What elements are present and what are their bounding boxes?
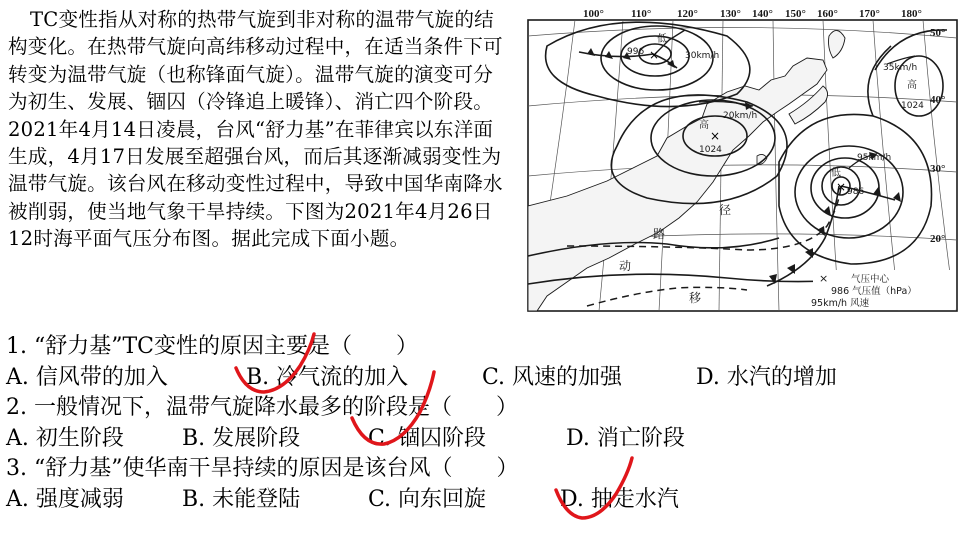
question-list <box>6 332 956 515</box>
option-c: C. 锢囚阶段 <box>368 425 487 451</box>
legend-speed-label: 95km/h 风速 <box>811 298 870 309</box>
legend-center-label: 气压中心 <box>851 274 890 285</box>
path-label: 移 <box>689 291 702 305</box>
option-b: B. 发展阶段 <box>182 425 301 451</box>
question-3-options <box>6 485 956 516</box>
longitude-label: 100° <box>583 8 604 20</box>
pressure-center-icon: × <box>649 48 660 62</box>
legend-center-icon: × <box>819 272 829 285</box>
latitude-label: 50° <box>930 27 946 39</box>
path-label: 路 <box>653 227 666 241</box>
question-3-stem: 3. “舒力基”使华南干旱持续的原因是该台风（ ） <box>6 456 519 481</box>
speed-label: 95km/h <box>857 153 892 163</box>
option-c: C. 向东回旋 <box>368 486 487 512</box>
reading-passage <box>8 6 504 253</box>
latitude-label: 20° <box>930 233 946 245</box>
longitude-label: 160° <box>817 8 838 20</box>
option-b: B. 未能登陆 <box>182 486 301 512</box>
pressure-value: 1024 <box>901 101 924 111</box>
low-label: 低 <box>831 168 841 179</box>
high-label: 高 <box>907 80 917 91</box>
pressure-value: 996 <box>627 47 645 57</box>
question-1-stem: 1. “舒力基”TC变性的原因主要是（ ） <box>6 334 418 359</box>
option-b: B. 冷气流的加入 <box>246 364 409 390</box>
option-a: A. 信风带的加入 <box>6 364 168 390</box>
question-2-options <box>6 424 956 455</box>
path-label: 径 <box>719 203 732 217</box>
longitude-label: 130° <box>720 8 741 20</box>
sea-level-pressure-map <box>527 6 959 312</box>
longitude-label: 170° <box>859 8 880 20</box>
pressure-value: 986 <box>847 187 865 197</box>
latitude-label: 40° <box>930 94 946 106</box>
option-d: D. 消亡阶段 <box>566 425 685 451</box>
option-a: A. 强度减弱 <box>6 486 124 512</box>
latitude-label: 30° <box>930 163 946 175</box>
option-c: C. 风速的加强 <box>482 364 623 390</box>
pressure-value: 1024 <box>699 145 722 155</box>
low-label: 低 <box>657 34 667 45</box>
longitude-label: 120° <box>677 8 698 20</box>
longitude-label: 180° <box>901 8 922 20</box>
path-label: 动 <box>619 259 632 273</box>
longitude-label: 140° <box>752 8 773 20</box>
passage-text: TC变性指从对称的热带气旋到非对称的温带气旋的结构变化。在热带气旋向高纬移动过程中，在适当条件下可转变为温带气旋（也称锋面气旋）。温带气旋的演变可分为初生、发展、锢囚（冷锋追上暖锋）、消亡四个阶段。2021年4月14日凌晨，台风“舒力基”在菲律宾以东洋面生成，4月17日发展至超强台风，而后其逐渐减弱变性为温带气旋。该台风在移动变性过程中，导致中国华南降水被削弱，使当地气象干旱持续。下图为2021年4月26日12时海平面气压分布图。据此完成下面小题。 <box>8 8 503 251</box>
high-label: 高 <box>699 120 709 131</box>
longitude-label: 110° <box>631 8 652 20</box>
map-legend <box>811 270 955 310</box>
pressure-center-icon: × <box>836 180 847 194</box>
speed-label: 35km/h <box>883 63 918 73</box>
option-d: D. 抽走水汽 <box>560 486 679 512</box>
pressure-map-svg <box>527 6 959 312</box>
option-d: D. 水汽的增加 <box>696 364 837 390</box>
option-a: A. 初生阶段 <box>6 425 124 451</box>
speed-label: 20km/h <box>723 111 758 121</box>
question-1-options <box>6 363 956 394</box>
pressure-center-icon: × <box>710 129 721 143</box>
speed-label: 30km/h <box>685 51 720 61</box>
legend-pressure-label: 986 气压值（hPa） <box>831 286 917 297</box>
question-2-stem: 2. 一般情况下，温带气旋降水最多的阶段是（ ） <box>6 395 518 420</box>
longitude-label: 150° <box>785 8 806 20</box>
